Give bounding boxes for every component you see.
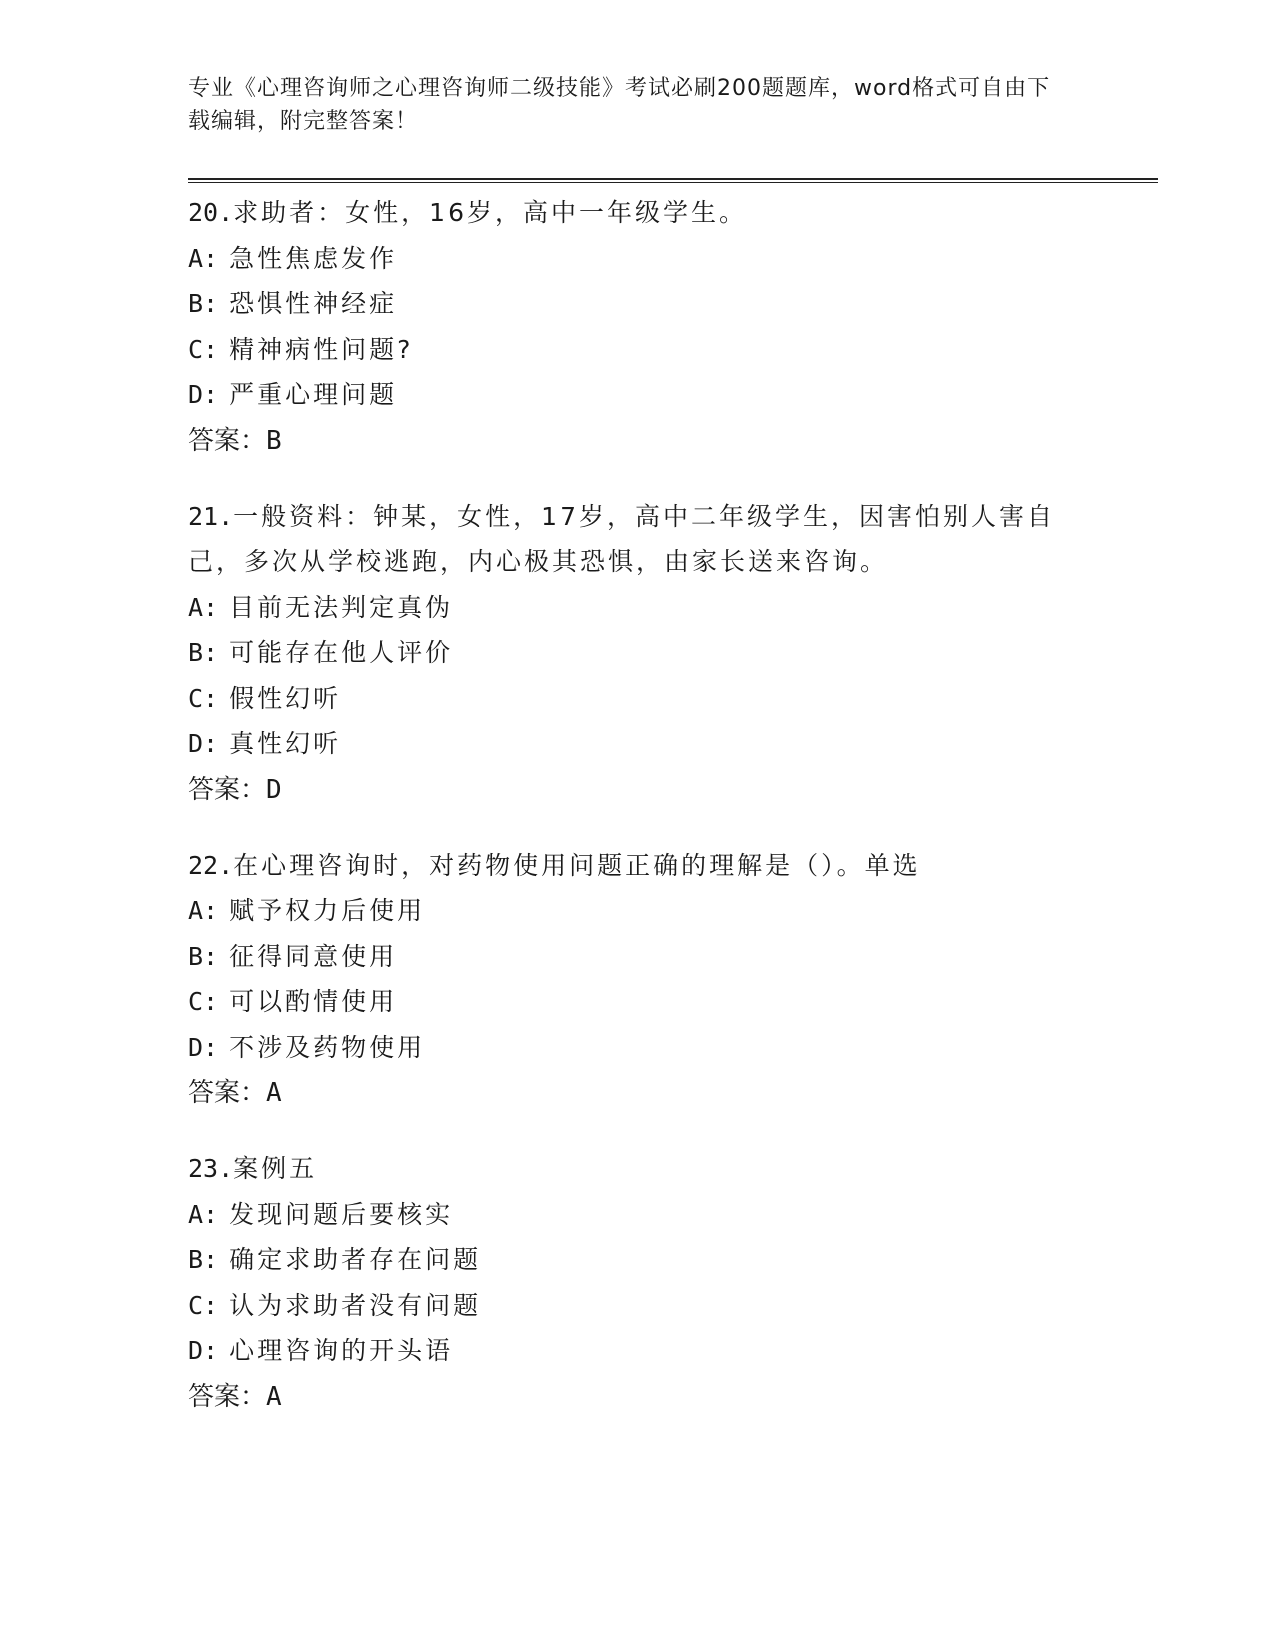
option-label: B: — [188, 941, 219, 971]
answer-value: A — [266, 1078, 282, 1108]
header-divider — [188, 178, 1158, 183]
option-a — [188, 1192, 1158, 1238]
option-a — [188, 585, 1158, 631]
question-text: 一般资料：钟某，女性，17岁，高中二年级学生，因害怕别人害自己，多次从学校逃跑，内心极其恐惧，由家长送来咨询。 — [188, 501, 1055, 576]
answer-label: 答案： — [188, 1078, 267, 1108]
option-label: A: — [188, 592, 219, 622]
answer-label: 答案： — [188, 425, 267, 456]
option-b — [188, 934, 1158, 980]
option-a — [188, 236, 1158, 282]
option-text: 可能存在他人评价 — [229, 638, 454, 667]
option-d — [188, 1025, 1158, 1071]
option-text: 严重心理问题 — [229, 380, 398, 409]
question-stem — [188, 190, 1088, 236]
option-a — [188, 888, 1158, 934]
option-c — [188, 676, 1158, 722]
option-label: C: — [188, 334, 219, 364]
option-label: D: — [188, 380, 219, 409]
question-list — [188, 190, 1158, 1450]
option-label: D: — [188, 1336, 219, 1365]
option-b — [188, 281, 1158, 327]
answer-line — [188, 767, 1158, 813]
answer-line — [188, 418, 1158, 464]
option-label: D: — [188, 1032, 219, 1062]
question-stem — [188, 843, 1088, 889]
question-stem — [188, 494, 1088, 585]
answer-value: D — [266, 774, 282, 805]
answer-value: A — [266, 1381, 282, 1412]
question-number: 23. — [188, 1154, 234, 1183]
option-label: A: — [188, 243, 219, 273]
option-text: 恐惧性神经症 — [229, 289, 398, 318]
answer-line — [188, 1374, 1158, 1420]
option-text: 假性幻听 — [229, 683, 342, 713]
option-text: 精神病性问题? — [229, 334, 414, 364]
option-b — [188, 1237, 1158, 1283]
option-text: 真性幻听 — [229, 729, 342, 758]
option-d — [188, 372, 1158, 418]
option-d — [188, 1328, 1158, 1374]
question-number: 22. — [188, 850, 234, 880]
option-d — [188, 721, 1158, 767]
question-number: 20. — [188, 198, 234, 227]
question-stem — [188, 1146, 1088, 1192]
option-c — [188, 979, 1158, 1025]
answer-label: 答案： — [188, 774, 267, 805]
option-label: A: — [188, 1199, 219, 1229]
option-text: 不涉及药物使用 — [229, 1032, 426, 1062]
option-text: 心理咨询的开头语 — [229, 1336, 454, 1365]
document-header: 专业《心理咨询师之心理咨询师二级技能》考试必刷200题题库，word格式可自由下载编辑，附完整答案！ — [188, 76, 1051, 134]
option-text: 征得同意使用 — [229, 941, 398, 971]
option-text: 发现问题后要核实 — [229, 1199, 454, 1229]
option-text: 认为求助者没有问题 — [229, 1290, 482, 1320]
option-c — [188, 327, 1158, 373]
option-label: C: — [188, 683, 219, 713]
answer-label: 答案： — [188, 1381, 267, 1412]
option-c — [188, 1283, 1158, 1329]
option-label: B: — [188, 289, 219, 318]
answer-value: B — [266, 425, 282, 456]
question-23 — [188, 1146, 1158, 1420]
option-label: C: — [188, 1290, 219, 1320]
option-label: B: — [188, 638, 219, 667]
option-label: B: — [188, 1245, 219, 1274]
option-label: D: — [188, 729, 219, 758]
question-21 — [188, 494, 1158, 813]
option-text: 赋予权力后使用 — [229, 896, 426, 925]
option-label: A: — [188, 896, 219, 925]
question-number: 21. — [188, 501, 234, 531]
option-text: 可以酌情使用 — [229, 987, 398, 1016]
option-text: 确定求助者存在问题 — [229, 1245, 482, 1274]
question-20 — [188, 190, 1158, 464]
option-b — [188, 630, 1158, 676]
question-text: 案例五 — [233, 1154, 318, 1183]
option-text: 目前无法判定真伪 — [229, 592, 454, 622]
option-text: 急性焦虑发作 — [229, 243, 398, 273]
question-22 — [188, 843, 1158, 1117]
answer-line — [188, 1070, 1158, 1116]
option-label: C: — [188, 987, 219, 1016]
question-text: 在心理咨询时，对药物使用问题正确的理解是（）。单选 — [233, 850, 921, 880]
question-text: 求助者：女性，16岁，高中一年级学生。 — [233, 198, 747, 227]
